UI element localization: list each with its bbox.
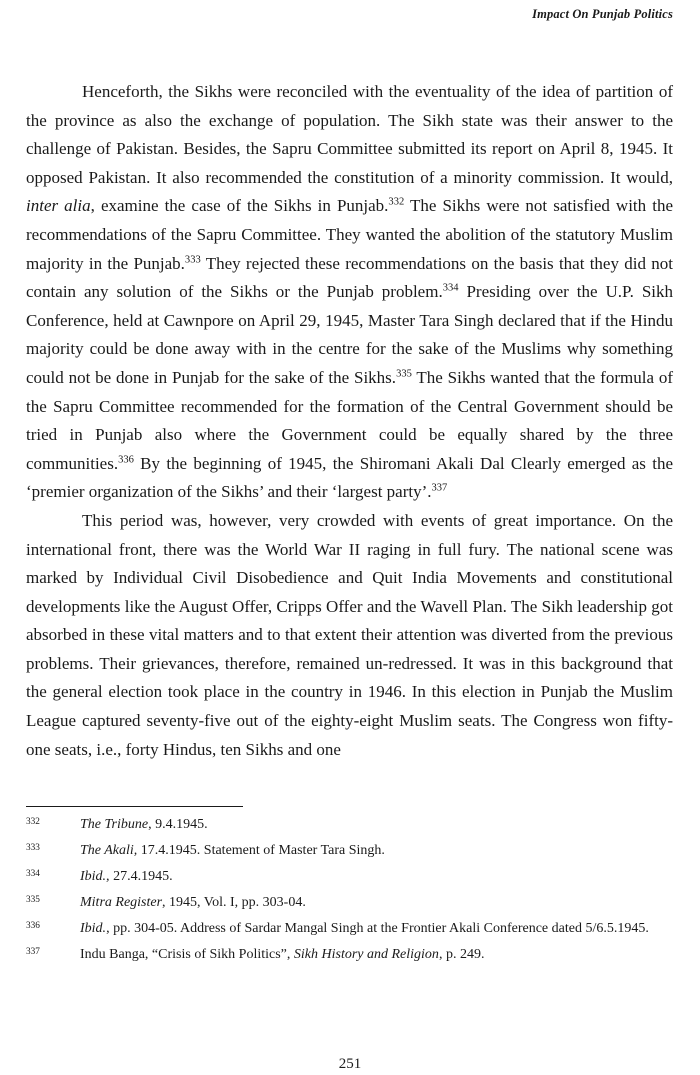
footnote-section	[26, 806, 673, 972]
footnote-item	[26, 894, 673, 912]
footnote-reference: 334	[442, 282, 459, 294]
italic-run: Mitra Register	[80, 895, 163, 910]
footnote-item	[26, 920, 673, 938]
footnote-separator-rule	[26, 806, 243, 807]
footnote-text: The Tribune, 9.4.1945.	[80, 817, 208, 832]
footnote-text: Ibid., pp. 304-05. Address of Sardar Mangal Singh at the Frontier Akali Conference dated 5/6.5.1945.	[80, 921, 649, 936]
footnote-text: Ibid., 27.4.1945.	[80, 869, 173, 884]
footnote-number: 337	[26, 947, 40, 957]
footnote-text: The Akali, 17.4.1945. Statement of Master Tara Singh.	[80, 843, 385, 858]
footnote-number: 335	[26, 895, 40, 905]
italic-run: Ibid.,	[80, 869, 110, 884]
italic-run: inter alia	[26, 196, 91, 216]
italic-run: Sikh History and Religion	[293, 947, 439, 962]
body-paragraph: Henceforth, the Sikhs were reconciled with the eventuality of the idea of partition of the province as also the exchange of population. The Sikh state was their answer to the challenge of Pakistan. Besides, the Sapru Committee submitted its report on April 8, 1945. It opposed Pakistan. It also recommended the constitution of a minority commission. It would, inter alia, examine the case of the Sikhs in Punjab.$^{332}$ The Sikhs were not satisfied with the recommendations of the Sapru Committee. They wanted the abolition of the statutory Muslim majority in the Punjab.$^{333}$ They rejected these recommendations on the basis that they did not contain any solution of the Sikhs or the Punjab problem.$^{334}$ Presiding over the U.P. Sikh Conference, held at Cawnpore on April 29, 1945, Master Tara Singh declared that if the Hindu majority could be done away with in the centre for the sake of the Muslims why something could not be done in Punjab for the sake of the Sikhs.$^{335}$ The Sikhs wanted that the formula of the Sapru Committee recommended for the formation of the Central Government should be tried in Punjab also where the Government could be equally shared by the three communities.$^{336}$ By the beginning of 1945, the Shiromani Akali Dal Clearly emerged as the ‘premier organization of the Sikhs’ and their ‘largest party’.$^{337}$	[26, 82, 673, 502]
footnote-item	[26, 816, 673, 834]
footnote-number: 334	[26, 869, 40, 879]
footnote-item	[26, 842, 673, 860]
footnote-reference: 333	[184, 253, 201, 265]
footnote-number: 332	[26, 817, 40, 827]
running-header-title: Impact On Punjab Politics	[532, 7, 673, 21]
footnote-text: Indu Banga, “Crisis of Sikh Politics”, Sikh History and Religion, p. 249.	[80, 947, 485, 962]
page-number: 251	[338, 1056, 362, 1072]
footnote-number: 333	[26, 843, 40, 853]
italic-run: The Akali,	[80, 843, 138, 858]
footnote-reference: 332	[388, 196, 405, 208]
body-text-column	[26, 78, 673, 764]
footnote-reference: 335	[396, 368, 412, 380]
body-paragraph: This period was, however, very crowded with events of great importance. On the international front, there was the World War II raging in full fury. The national scene was marked by Individual Civil Disobedience and Quit India Movements and constitutional developments like the August Offer, Cripps Offer and the Wavell Plan. The Sikh leadership got absorbed in these vital matters and to that extent their attention was diverted from the previous problems. Their grievances, therefore, remained un-redressed. It was in this background that the general election took place in the country in 1946. In this election in Punjab the Muslim League captured seventy-five out of the eighty-eight Muslim seats. The Congress won fifty-one seats, i.e., forty Hindus, ten Sikhs and one	[26, 510, 673, 759]
footnote-number: 336	[26, 921, 40, 931]
italic-run: Ibid.	[80, 921, 107, 936]
footnote-item	[26, 868, 673, 886]
footnote-item	[26, 946, 673, 964]
italic-run: The Tribune	[80, 817, 149, 832]
footnote-reference: 337	[431, 482, 448, 494]
footnote-reference: 336	[118, 454, 134, 466]
footnote-text: Mitra Register, 1945, Vol. I, pp. 303-04.	[80, 895, 306, 910]
